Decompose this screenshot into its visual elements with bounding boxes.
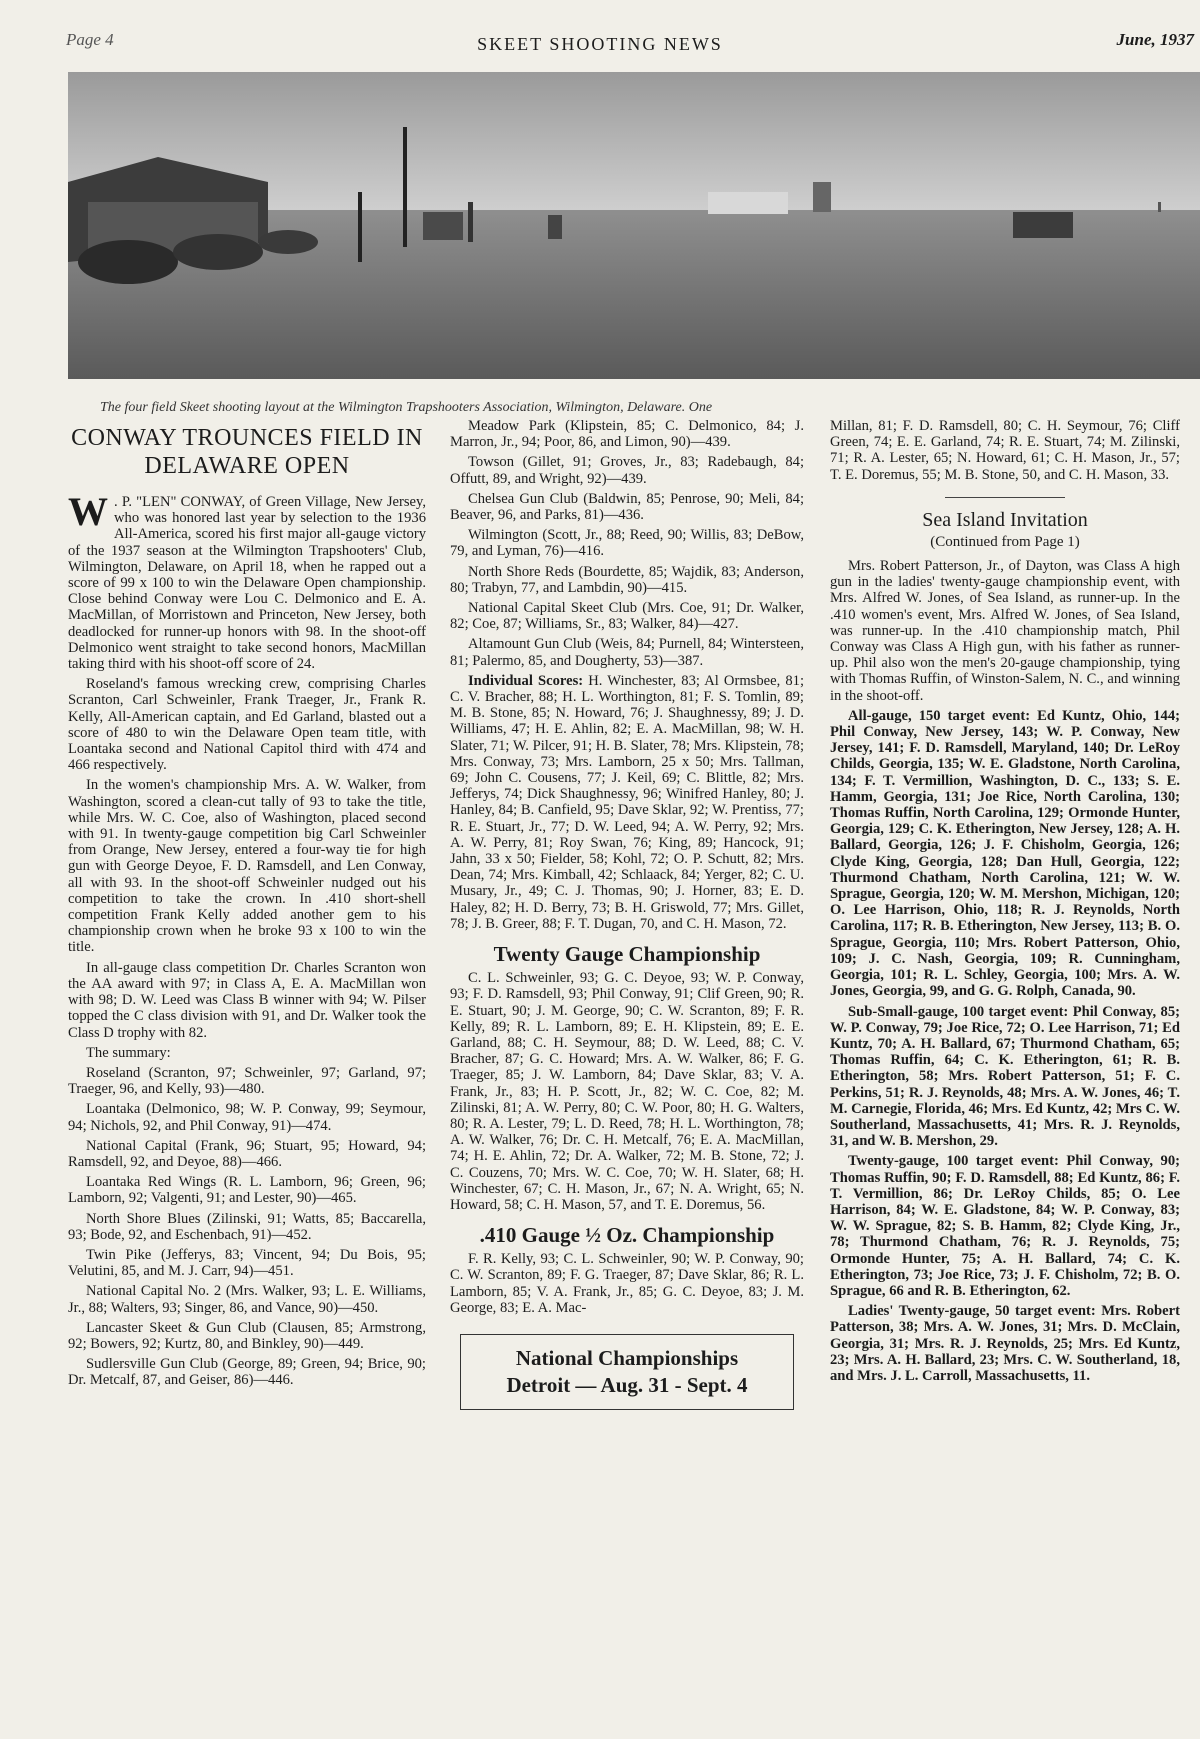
article-lead-paragraph: W . P. "LEN" CONWAY, of Green Village, New Jersey, who was honored last year by selection to the 1936 All-America, scored his first major all-gauge victory of the 1937 season at the Wilmington Trapshooters' Club, Wilmington, Delaware, on April 18, when he rapped out a score of 99 x 100 to win the Delaware Open championship. Close behind Conway were Lou C. Delmonico and E. A. MacMillan, of Morristown and Princeton, New Jersey, both deadlocked for runner-up honors with 98. In the shoot-off Delmonico went straight to take second honors, MacMillan taking third with his shoot-off score of 24. — [68, 489, 426, 673]
410-gauge-heading: .410 Gauge ½ Oz. Championship — [479, 1223, 775, 1248]
article-paragraph: Roseland's famous wrecking crew, comprising Charles Scranton, Carl Schweinler, Frank Traeger, Jr., Frank R. Kelly, All-American captain, and Ed Garland, blasted out a score of 480 to win the Delaware Open team title, with Loantaka second and National Capitol third with 474 and 466 respectively. — [68, 676, 426, 774]
team-score: Wilmington (Scott, Jr., 88; Reed, 90; Willis, 83; DeBow, 79, and Lyman, 76)—416. — [450, 527, 804, 560]
twenty-gauge-heading: Twenty Gauge Championship — [493, 942, 761, 967]
column-3 — [830, 418, 1180, 1388]
column-1 — [68, 418, 426, 1393]
sub-small-gauge-results: Sub-Small-gauge, 100 target event: Phil Conway, 85; W. P. Conway, 79; Joe Rice, 72; O. Lee Harrison, 71; Ed Kuntz, 70; A. H. Ballard, 67; Thurmond Chatham, 65; Thomas Ruffin, 64; C. K. Etherington, 61; R. B. Etherington, 58; Mrs. Robert Patterson, 51; F. C. Perkins, 51; R. J. Reynolds, 48; Mrs. A. W. Jones, 46; T. M. Carnegie, Florida, 46; Mrs. Ed Kuntz, 42; Mrs C. W. Southerland, Massachusetts, 41; Mrs. R. J. Reynolds, 31, and W. B. Mershon, 29. — [830, 1003, 1180, 1150]
team-score: North Shore Blues (Zilinski, 91; Watts, 85; Baccarella, 93; Bode, 92, and Eschenbach, 91)—452. — [68, 1210, 426, 1243]
twenty-gauge-event-label: Twenty-gauge, 100 target event: — [848, 1153, 1059, 1170]
team-score: Lancaster Skeet & Gun Club (Clausen, 85; Armstrong, 92; Bowers, 92; Kurtz, 80, and Binkley, 90)—449. — [68, 1319, 426, 1352]
sea-island-heading: Sea Island Invitation — [922, 508, 1088, 531]
page-header — [0, 30, 1200, 60]
twenty-gauge-event-results: Twenty-gauge, 100 target event: Phil Conway, 90; Thomas Ruffin, 90; F. D. Ramsdell, 88; Ed Kuntz, 86; F. T. Vermillion, 86; Dr. LeRoy Childs, 85; O. Lee Harrison, 84; W. E. Gladstone, 84; W. P. Conway, 83; W. W. Sprague, 82; S. B. Hamm, 82; Clyde King, Jr., 78; Thurmond Chatham, 76; R. J. Reynolds, 75; Ormonde Hunter, 75; A. H. Ballard, 74; C. K. Etherington, 73; Joe Rice, 73; J. F. Chisholm, 72; B. O. Sprague, 66 and R. B. Etherington, 62. — [830, 1153, 1180, 1299]
ladies-event-label: Ladies' Twenty-gauge, 50 target event: — [848, 1303, 1096, 1320]
article-paragraph: In the women's championship Mrs. A. W. Walker, from Washington, scored a clean-cut tally of 93 to take the title, while Mrs. W. C. Coe, also of Washington, placed second with 91. In twenty-gauge competition big Carl Schweinler from Orange, New Jersey, entered a four-way tie for high gun with George Deyoe, F. D. Ramsdell, and Len Conway, all with 93. In the shoot-off Schweinler nudged out his competition to take the crown. In .410 short-shell competition Frank Kelly added another gem to his championship crown when he broke 93 x 100 to win the title. — [68, 777, 426, 956]
team-score: Loantaka Red Wings (R. L. Lamborn, 96; Green, 96; Lamborn, 92; Valgenti, 91; and Lester, 90)—465. — [68, 1174, 426, 1207]
page-number: Page 4 — [66, 30, 114, 49]
box-line-2: Detroit — Aug. 31 - Sept. 4 — [506, 1372, 748, 1397]
sea-island-paragraph: Mrs. Robert Patterson, Jr., of Dayton, was Class A high gun in the ladies' twenty-gauge championship event, with Mrs. Alfred W. Jones, of Sea Island, as runner-up. In the .410 women's event, Mrs. Alfred W. Jones, of Sea Island, was runner-up. In the .410 championship match, Phil Conway was Class A High gun, with his father as runner-up. Phil also won the men's 20-gauge championship, tying with Thomas Ruffin, of Winston-Salem, N. C., and winning in the shoot-off. — [830, 558, 1180, 704]
team-score: National Capital (Frank, 96; Stuart, 95; Howard, 94; Ramsdell, 92, and Deyoe, 88)—466. — [68, 1137, 426, 1170]
team-score: Loantaka (Delmonico, 98; W. P. Conway, 99; Seymour, 94; Nichols, 92, and Phil Conway, 91)—474. — [68, 1101, 426, 1134]
individual-scores-label: Individual Scores: — [468, 672, 584, 689]
box-line-1: National Championships — [515, 1345, 739, 1370]
summary-label: The summary: — [86, 1044, 171, 1061]
team-score: Chelsea Gun Club (Baldwin, 85; Penrose, 90; Meli, 84; Beaver, 96, and Parks, 81)—436. — [450, 490, 804, 524]
team-score: Meadow Park (Klipstein, 85; C. Delmonico, 84; J. Marron, Jr., 94; Poor, 86, and Limon, 90)—439. — [450, 418, 804, 451]
team-score: Roseland (Scranton, 97; Schweinler, 97; Garland, 97; Traeger, 96, and Kelly, 93)—480. — [68, 1064, 426, 1098]
team-score: Twin Pike (Jefferys, 83; Vincent, 94; Du Bois, 95; Velutini, 85, and M. J. Carr, 94)—451. — [68, 1246, 426, 1280]
team-score: North Shore Reds (Bourdette, 85; Wajdik, 83; Anderson, 80; Trabyn, 77, and Lambdin, 90)—415. — [450, 563, 804, 596]
team-score: National Capital No. 2 (Mrs. Walker, 93; L. E. Williams, Jr., 88; Walters, 93; Singer, 86, and Vance, 90)—450. — [68, 1283, 426, 1316]
410-gauge-results-continued: Millan, 81; F. D. Ramsdell, 80; C. H. Seymour, 76; Cliff Green, 74; E. E. Garland, 74; R. E. Stuart, 74; M. Zilinski, 71; R. A. Lester, 65; N. Howard, 61; C. H. Mason, Jr., 57; T. E. Doremus, 55; M. B. Stone, 50, and C. H. Mason, 33. — [830, 418, 1180, 483]
ladies-twenty-gauge-results: Ladies' Twenty-gauge, 50 target event: Mrs. Robert Patterson, 38; Mrs. A. W. Jones, 31; Mrs. D. McClain, Georgia, 31; Mrs. R. J. Reynolds, 25; Mrs. Ed Kuntz, 23; Mrs. A. H. Ballard, 23; Mrs. C. W. Southerland, 18, and Mrs. J. L. Carroll, Massachusetts, 11. — [830, 1303, 1180, 1384]
individual-scores: Individual Scores: H. Winchester, 83; Al Ormsbee, 81; C. V. Bracher, 88; H. L. Worthington, 81; F. S. Tomlin, 89; M. B. Stone, 85; N. Howard, 76; J. Shaughnessy, 89; J. D. Williams, 47; H. E. Ahlin, 82; E. A. MacMillan, 98; W. H. Slater, 71; W. Pilcer, 91; H. B. Slater, 78; Mrs. Klipstein, 78; Mrs. Conway, 73; Mrs. Lamborn, 25 x 50; Mrs. Tallman, 69; John C. Cousens, 77; J. Keil, 69; C. Blittle, 82; Mrs. Jefferys, 74; Dick Shaughnessy, 96; Winifred Hanley, 80; J. Hanley, 84; B. Canfield, 95; Dave Sklar, 92; W. Prentiss, 77; R. E. Stuart, Jr., 77; D. W. Leed, 94; A. W. Perry, 92; Mrs. A. W. Perry, 81; Roy Swan, 76; King, 89; Hancock, 91; Jahn, 33 x 50; Fielder, 58; Kohl, 72; O. P. Schutt, 82; Mrs. Dean, 74; Mrs. Kimball, 42; Schlaack, 84; Yerger, 82; C. U. Musary, Jr., 49; C. J. Thomas, 90; J. Horner, 83; E. D. Haley, 82; H. D. Berry, 73; B. H. Griswold, 77; Mrs. Gillet, 78; J. B. Greer, 88; F. T. Dugan, 70, and C. H. Mason, 72. — [450, 672, 804, 932]
team-score: Sudlersville Gun Club (George, 89; Green, 94; Brice, 90; Dr. Metcalf, 87, and Geiser, 86)—446. — [68, 1356, 426, 1389]
all-gauge-label: All-gauge, 150 target event: — [848, 707, 1031, 724]
twenty-gauge-results: C. L. Schweinler, 93; G. C. Deyoe, 93; W. P. Conway, 93; F. D. Ramsdell, 93; Phil Conway, 91; Clif Green, 90; R. E. Stuart, 90; J. M. George, 90; C. W. Scranton, 89; F. R. Kelly, 89; R. L. Lamborn, 89; E. H. Klipstein, 89; E. E. Garland, 88; C. H. Seymour, 88; D. W. Leed, 88; C. V. Bracher, 87; G. C. Howard; Mrs. A. W. Walker, 86; F. G. Traeger, 85; J. W. Lamborn, 84; Dave Sklar, 83; V. A. Frank, Jr., 83; H. P. Scott, Jr., 82; W. C. Coe, 82; M. Zilinski, 81; A. W. Perry, 80; C. W. Poor, 80; H. G. Walters, 80; R. A. Lester, 79; L. D. Reed, 78; H. L. Worthington, 78; A. W. Walker, 76; Dr. C. H. Metcalf, 76; E. A. MacMillan, 74; H. E. Ahlin, 72; Dr. A. Walker, 72; M. B. Stone, 72; J. C. Couzens, 70; Mrs. W. C. Coe, 70; W. H. Slater, 68; H. Winchester, 67; C. H. Mason, Jr., 67; N. A. Wright, 65; N. Howard, 58; C. H. Mason, 57, and T. E. Doremus, 56. — [450, 970, 804, 1213]
article-paragraph: In all-gauge class competition Dr. Charles Scranton won the AA award with 97; in Class A, E. A. MacMillan won with 98; D. W. Leed was Class B winner with 94; W. Pilser topped the C class division with 91, and Dr. Walker took the Class D trophy with 82. — [68, 959, 426, 1041]
sub-small-gauge-label: Sub-Small-gauge, 100 target event: — [848, 1003, 1069, 1020]
continued-note: (Continued from Page 1) — [930, 533, 1080, 550]
section-divider — [945, 497, 1065, 498]
national-championships-box — [460, 1334, 794, 1410]
all-gauge-results: All-gauge, 150 target event: Ed Kuntz, Ohio, 144; Phil Conway, New Jersey, 143; W. P. Conway, New Jersey, 141; F. D. Ramsdell, Maryland, 140; Dr. LeRoy Childs, Georgia, 135; W. E. Gladstone, North Carolina, 134; F. T. Vermillion, Washington, D. C., 133; S. E. Hamm, Georgia, 131; Joe Rice, North Carolina, 130; Thomas Ruffin, North Carolina, 129; Ormonde Hunter, Georgia, 129; C. K. Etherington, New Jersey, 128; A. H. Ballard, Georgia, 126; J. F. Chisholm, Georgia, 126; Clyde King, Georgia, 128; Dan Hull, Georgia, 122; Thurmond Chatham, North Carolina, 121; W. W. Sprague, Georgia, 120; W. M. Mershon, Michigan, 120; O. Lee Harrison, Ohio, 118; R. J. Reynolds, North Carolina, 117; R. B. Etherington, New Jersey, 113; B. O. Sprague, Georgia, 110; Mrs. Robert Patterson, Ohio, 109; J. C. Nash, Georgia, 109; R. Cunningham, Georgia, 101; R. L. Schley, Georgia, 100; Mrs. A. W. Jones, Georgia, 99, and G. G. Rolph, Canada, 90. — [830, 707, 1181, 1000]
410-gauge-results: F. R. Kelly, 93; C. L. Schweinler, 90; W. P. Conway, 90; C. W. Scranton, 89; F. G. Traeger, 87; Dave Sklar, 86; R. L. Lamborn, 85; V. A. Frank, Jr., 85; G. C. Deyoe, 83; J. M. George, 83; E. A. Mac- — [450, 1251, 804, 1316]
article-headline: CONWAY TROUNCES FIELD IN DELAWARE OPEN — [71, 425, 423, 479]
team-score: Altamount Gun Club (Weis, 84; Purnell, 84; Wintersteen, 81; Palermo, 85, and Dougherty, 53)—387. — [450, 636, 804, 669]
photo-caption: The four field Skeet shooting layout at the Wilmington Trapshooters Association, Wilmington, Delaware. One — [100, 400, 713, 415]
team-score: Towson (Gillet, 91; Groves, Jr., 83; Radebaugh, 84; Offutt, 89, and Wright, 92)—439. — [450, 454, 804, 487]
column-2 — [450, 418, 804, 1410]
issue-date: June, 1937 — [1116, 30, 1194, 49]
team-score: National Capital Skeet Club (Mrs. Coe, 91; Dr. Walker, 82; Coe, 87; Williams, Sr., 83; Walker, 84)—427. — [450, 600, 804, 633]
drop-cap: W — [68, 489, 108, 534]
skeet-field-photo — [68, 72, 1200, 379]
publication-title: SKEET SHOOTING NEWS — [477, 34, 723, 54]
